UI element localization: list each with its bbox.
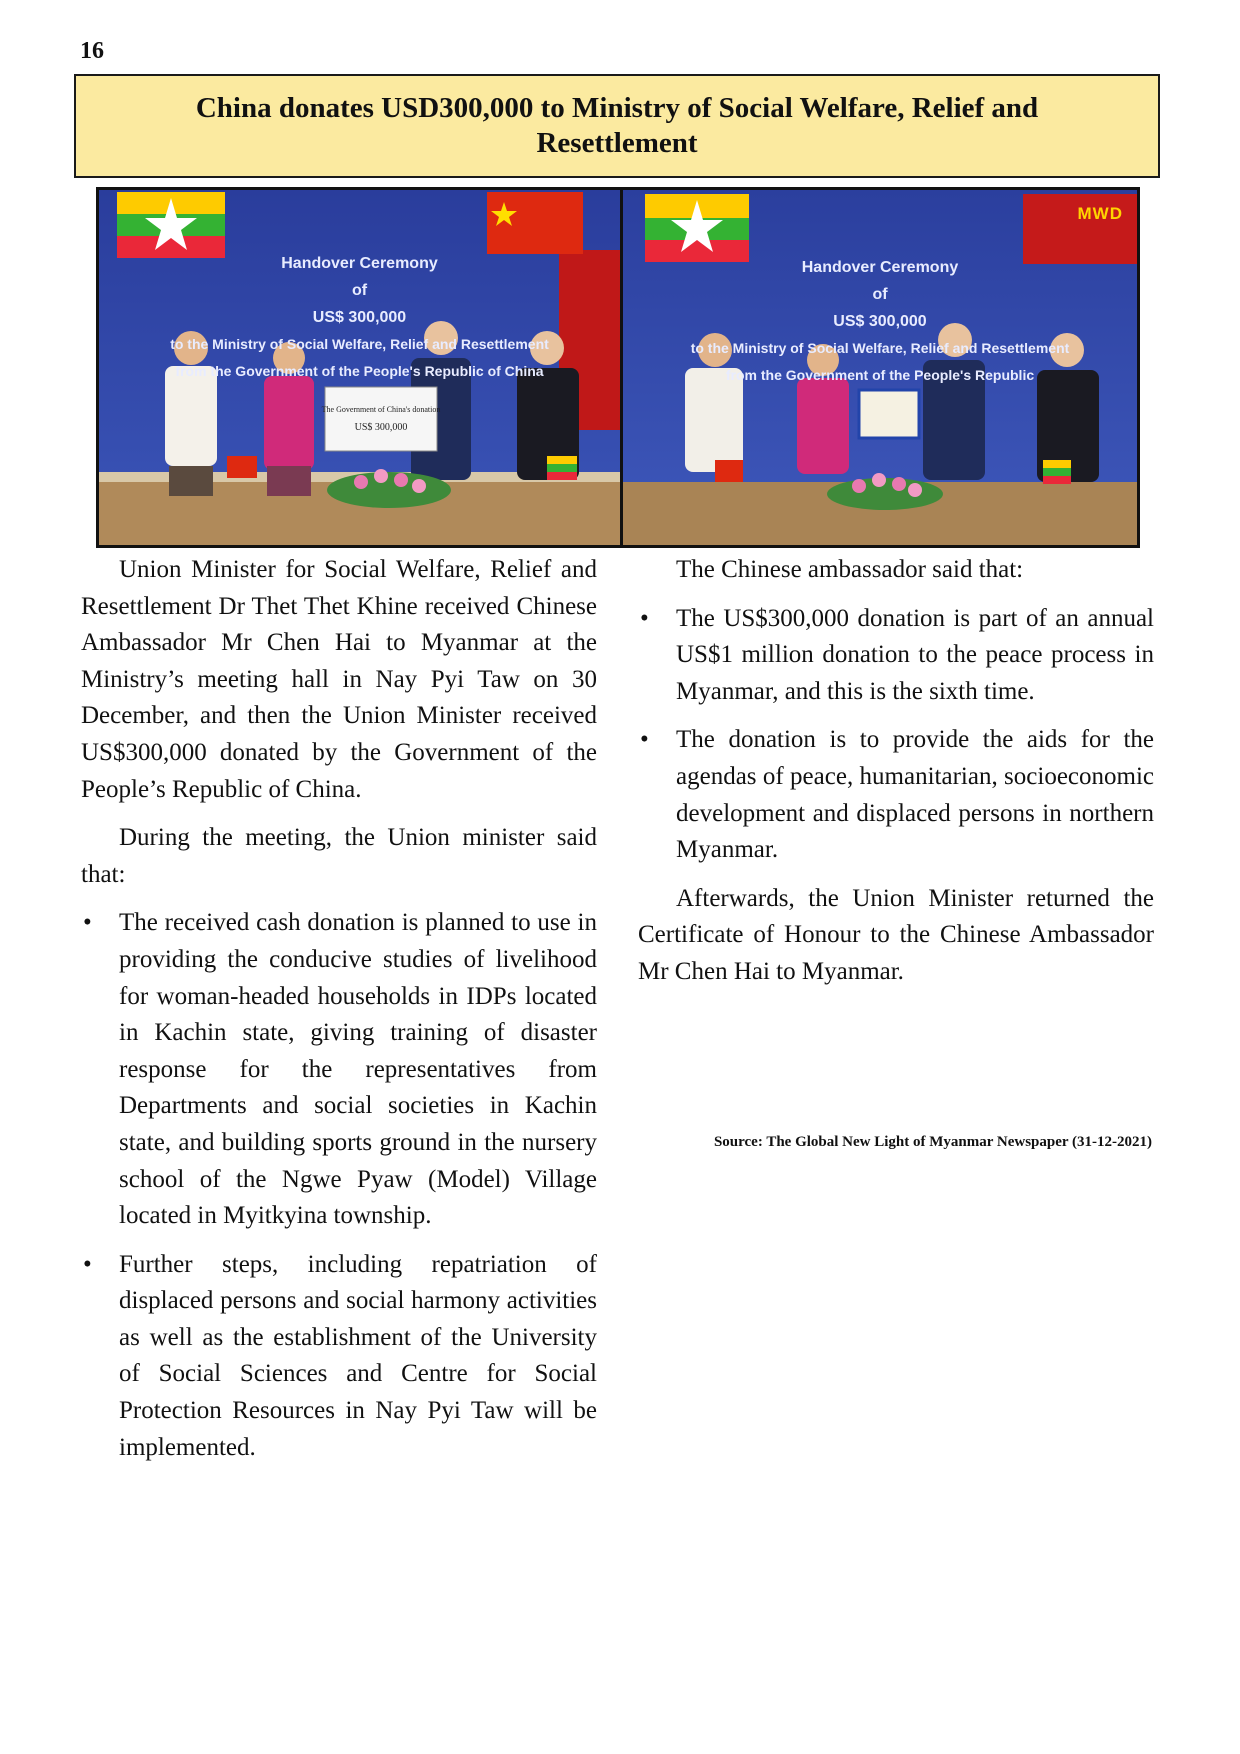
- article-column-right: [638, 552, 1154, 1003]
- list-item: • The donation is to provide the aids for the agendas of peace, humanitarian, socioeconomic development and displaced persons in northern Myanmar.: [676, 722, 1154, 868]
- backdrop-text-right: Handover Ceremony of US$ 300,000 to the Ministry of Social Welfare, Relief and Resettlement from the Government of the People's Republic: [690, 259, 1070, 383]
- myanmar-desk-flag-icon: [1043, 460, 1071, 468]
- paragraph: Afterwards, the Union Minister returned the Certificate of Honour to the Chinese Ambassador Mr Chen Hai to Myanmar.: [638, 884, 1154, 985]
- china-flag-icon: [487, 192, 583, 254]
- myanmar-flag-icon: [117, 192, 225, 258]
- title-banner: [74, 74, 1160, 178]
- source-credit: Source: The Global New Light of Myanmar Newspaper (31-12-2021): [713, 1134, 1152, 1150]
- donation-board-amount: US$ 300,000: [354, 422, 408, 433]
- list-item: • The US$300,000 donation is part of an annual US$1 million donation to the peace process in Myanmar, and this is the sixth time.: [676, 601, 1154, 711]
- paragraph: Union Minister for Social Welfare, Relief and Resettlement Dr Thet Thet Khine received Chinese Ambassador Mr Chen Hai to Myanmar at the Ministry’s meeting hall in Nay Pyi Taw on 30 December, and then the Union Minister received US$300,000 donated by the Government of the People’s Republic of China.: [81, 556, 597, 803]
- list-item: • The received cash donation is planned to use in providing the conducive studies of livelihood for woman-headed households in IDPs located in Kachin state, giving training of disaster response for the representatives from Departments and social societies in Kachin state, and building sports ground in the nursery school of the Ngwe Pyaw (Model) Village located in Myitkyina township.: [119, 905, 597, 1234]
- china-desk-flag-icon: [715, 460, 743, 482]
- paragraph: During the meeting, the Union minister said that:: [81, 824, 597, 888]
- flower-arrangement: [327, 472, 451, 508]
- mwd-logo: MWD: [1077, 204, 1123, 223]
- backdrop-text-left: Handover Ceremony of US$ 300,000 to the Ministry of Social Welfare, Relief and Resettlement from the Government of the People's Republic of China: [170, 255, 549, 379]
- donation-board: [325, 387, 437, 451]
- myanmar-desk-flag-icon: [547, 456, 577, 464]
- photo-strip: [96, 187, 1140, 548]
- page-number: 16: [80, 38, 104, 64]
- ceremony-photo-right: [623, 190, 1137, 545]
- paragraph: The Chinese ambassador said that:: [676, 556, 1024, 583]
- china-desk-flag-icon: [227, 456, 257, 478]
- myanmar-flag-icon: [645, 194, 749, 262]
- ambassador-points-list: [638, 601, 1154, 869]
- minister-points-list: [81, 905, 597, 1466]
- list-item: • Further steps, including repatriation of displaced persons and social harmony activities as well as the establishment of the University of Social Sciences and Centre for Social Protection Resources in Nay Pyi Taw will be implemented.: [119, 1247, 597, 1467]
- ceremony-photo-left: [99, 190, 620, 545]
- certificate-of-honour: [859, 390, 919, 438]
- article-column-left: [81, 552, 597, 1478]
- donation-board-caption: The Government of China's donation: [321, 405, 441, 414]
- article-title: China donates USD300,000 to Ministry of Social Welfare, Relief and Resettlement: [195, 92, 1039, 159]
